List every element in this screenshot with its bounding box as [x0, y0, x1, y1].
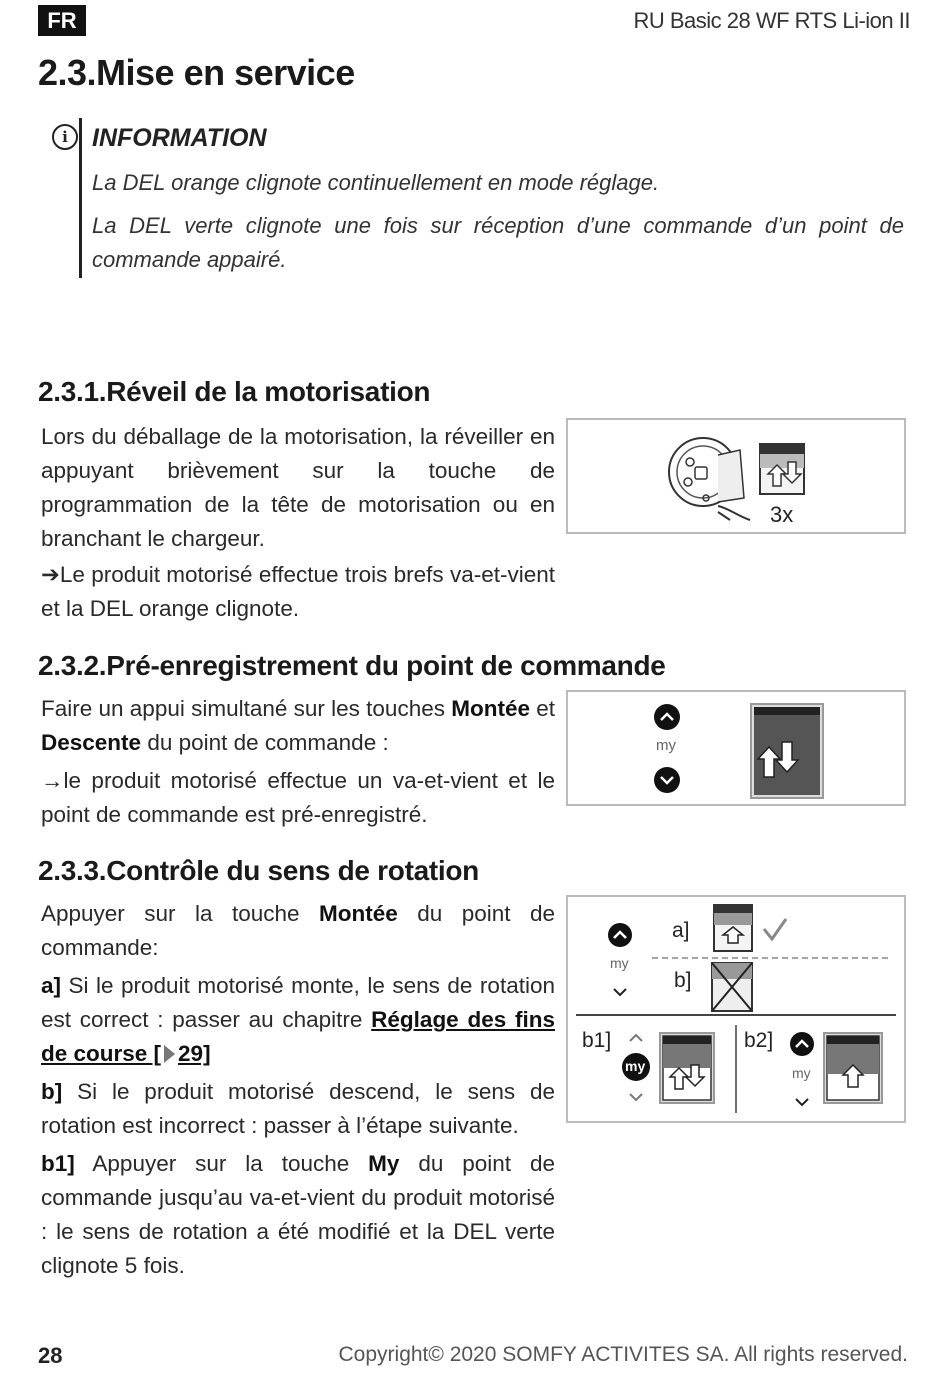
text: Faire un appui simultané sur les touches	[41, 696, 452, 721]
section-title: 2.3.Mise en service	[38, 52, 355, 93]
link-text[interactable]: Réglage des fins de course [	[41, 1007, 555, 1066]
fig-label-b2: b2]	[744, 1029, 774, 1052]
paragraph-step-a	[41, 969, 555, 1071]
paragraph-wake: Lors du déballage de la motorisation, la réveiller en appuyant brièvement sur la touche de programmation de la tête de motorisation ou en branchant le chargeur.	[41, 424, 555, 551]
result-text: Le produit motorisé effectue trois brefs va-et-vient et la DEL orange clignote.	[41, 562, 555, 621]
page-number: 28	[38, 1343, 63, 1368]
fig-my-label-b2: my	[792, 1065, 811, 1081]
figure-motor-head	[566, 418, 906, 534]
step-label: b1]	[41, 1151, 75, 1176]
info-text-2: La DEL verte clignote une fois sur réception d’une commande d’un point de commande appairé.	[92, 213, 904, 272]
fig-my-button-label: my	[625, 1058, 646, 1074]
text: Si le produit motorisé descend, le sens de rotation est incorrect : passer à l’étape suivante.	[41, 1079, 555, 1138]
text: du point de commande jusqu’au va-et-vient du produit motorisé : le sens de rotation a été modifié et la DEL verte clignote 5 fois.	[41, 1151, 555, 1278]
figure-rotation-check	[566, 895, 906, 1123]
arrow-icon: →	[41, 768, 64, 793]
text: du point de commande:	[41, 901, 555, 960]
text: et	[529, 696, 555, 721]
arrow-icon: ➔	[41, 562, 60, 587]
subsection-title-preregister: 2.3.2.Pré-enregistrement du point de commande	[38, 650, 666, 681]
text: Appuyer sur la touche	[41, 901, 319, 926]
down-key-label: Descente	[41, 730, 142, 755]
fig-label-b1: b1]	[582, 1029, 612, 1052]
text: du point de commande :	[141, 730, 389, 755]
my-key-label: My	[368, 1151, 400, 1176]
paragraph-wake-result	[41, 558, 555, 626]
up-key-label: Montée	[451, 696, 530, 721]
rotation-check-illustration	[568, 897, 904, 1121]
subsection-title-wake: 2.3.1.Réveil de la motorisation	[38, 376, 431, 407]
fig-label-a: a]	[672, 919, 690, 942]
info-icon: i	[52, 124, 78, 150]
up-key-label: Montée	[319, 901, 398, 926]
paragraph-step-b1	[41, 1147, 555, 1283]
subsection-title-rotation: 2.3.3.Contrôle du sens de rotation	[38, 855, 479, 886]
paragraph-rotation-intro	[41, 897, 555, 965]
info-divider	[79, 118, 82, 278]
copyright: Copyright© 2020 SOMFY ACTIVITES SA. All rights reserved.	[338, 1343, 908, 1366]
my-key-label: my	[656, 737, 676, 754]
text: Appuyer sur la touche	[74, 1151, 369, 1176]
remote-keys-illustration	[568, 692, 904, 804]
link-page[interactable]: 29]	[178, 1041, 211, 1066]
figure-remote-keys	[566, 690, 906, 806]
paragraph-preregister	[41, 692, 555, 760]
step-label: b]	[41, 1079, 63, 1104]
text: Si le produit motorisé monte, le sens de rotation est correct : passer au chapitre	[41, 973, 555, 1032]
fig-my-label: my	[610, 955, 629, 971]
paragraph-preregister-result	[41, 764, 555, 832]
motor-head-illustration	[568, 420, 904, 532]
info-text-1: La DEL orange clignote continuellement en mode réglage.	[92, 170, 660, 195]
fig-label-b: b]	[674, 969, 692, 992]
paragraph-step-b	[41, 1075, 555, 1143]
language-badge: FR	[38, 5, 86, 36]
step-label: a]	[41, 973, 62, 998]
page-arrow-icon	[164, 1045, 175, 1063]
document-title: RU Basic 28 WF RTS Li-ion II	[633, 8, 910, 33]
press-count-label: 3x	[770, 502, 794, 527]
result-text: le produit motorisé effectue un va-et-vient et le point de commande est pré-enregistré.	[41, 768, 555, 827]
info-heading: INFORMATION	[92, 124, 267, 152]
